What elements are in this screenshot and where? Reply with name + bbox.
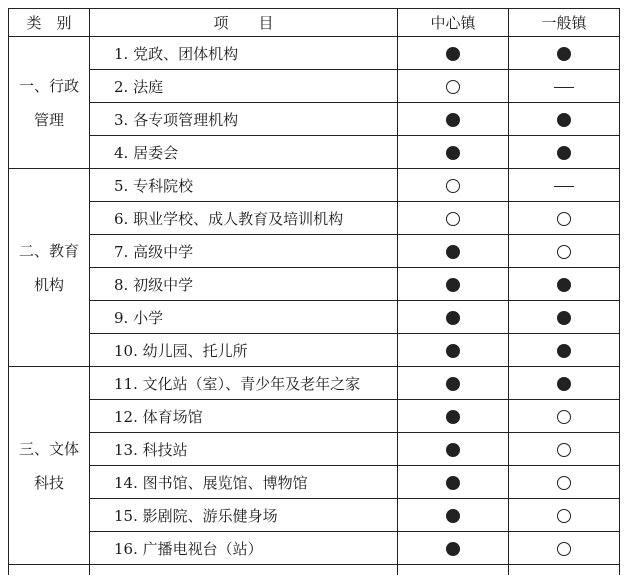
general-town-mark [509, 334, 620, 367]
general-town-mark [509, 400, 620, 433]
open-circle-icon [446, 212, 460, 226]
header-category: 类 别 [9, 9, 90, 37]
filled-circle-icon [557, 344, 571, 358]
item-label: 9. 小学 [90, 301, 398, 334]
filled-circle-icon [446, 443, 460, 457]
item-label: 12. 体育场馆 [90, 400, 398, 433]
open-circle-icon [557, 443, 571, 457]
dash-mark [554, 87, 574, 88]
table-row [9, 235, 620, 268]
general-town-mark [509, 70, 620, 103]
item-label: 6. 职业学校、成人教育及培训机构 [90, 202, 398, 235]
header-item: 项 目 [90, 9, 398, 37]
item-label: 14. 图书馆、展览馆、博物馆 [90, 466, 398, 499]
general-town-mark [509, 169, 620, 202]
header-general-town: 一般镇 [509, 9, 620, 37]
open-circle-icon [557, 245, 571, 259]
center-town-mark [398, 103, 509, 136]
open-circle-icon [557, 410, 571, 424]
center-town-mark [398, 37, 509, 70]
item-label: 11. 文化站（室）、青少年及老年之家 [90, 367, 398, 400]
header-row [9, 9, 620, 37]
center-town-mark [398, 466, 509, 499]
filled-circle-icon [446, 410, 460, 424]
category-cell [9, 37, 90, 169]
filled-circle-icon [446, 113, 460, 127]
open-circle-icon [446, 179, 460, 193]
filled-circle-icon [446, 377, 460, 391]
table-row [9, 334, 620, 367]
center-town-mark [398, 301, 509, 334]
filled-circle-icon [446, 278, 460, 292]
general-town-mark [509, 136, 620, 169]
header-center-town: 中心镇 [398, 9, 509, 37]
table-row [9, 37, 620, 70]
center-town-mark [398, 202, 509, 235]
item-label: 10. 幼儿园、托儿所 [90, 334, 398, 367]
category-label: 三、文体 [18, 439, 79, 458]
table-row [9, 301, 620, 334]
center-town-mark [398, 334, 509, 367]
center-town-mark [398, 400, 509, 433]
table-row [9, 433, 620, 466]
item-label: 16. 广播电视台（站） [90, 532, 398, 565]
item-label: 7. 高级中学 [90, 235, 398, 268]
dash-mark [554, 186, 574, 187]
open-circle-icon [446, 80, 460, 94]
filled-circle-icon [446, 146, 460, 160]
filled-circle-icon [446, 542, 460, 556]
category-cell [9, 169, 90, 367]
filled-circle-icon [446, 344, 460, 358]
table-row [9, 367, 620, 400]
center-town-mark [398, 433, 509, 466]
table-row [9, 169, 620, 202]
category-label: 机构 [33, 275, 64, 294]
category-cell [9, 367, 90, 565]
table-row [9, 103, 620, 136]
general-town-mark [509, 367, 620, 400]
filled-circle-icon [557, 146, 571, 160]
general-town-mark [509, 268, 620, 301]
filled-circle-icon [446, 476, 460, 490]
table-row [9, 400, 620, 433]
general-town-mark [509, 466, 620, 499]
table-row [9, 136, 620, 169]
filled-circle-icon [446, 509, 460, 523]
table-row [9, 499, 620, 532]
facility-table [8, 8, 620, 575]
center-town-mark [398, 268, 509, 301]
filled-circle-icon [446, 311, 460, 325]
open-circle-icon [557, 542, 571, 556]
general-town-mark [509, 103, 620, 136]
table-row [9, 532, 620, 565]
center-town-mark [398, 235, 509, 268]
center-town-mark [398, 499, 509, 532]
category-label: 二、教育 [18, 241, 79, 260]
table-row [9, 70, 620, 103]
center-town-mark [398, 532, 509, 565]
item-label: 15. 影剧院、游乐健身场 [90, 499, 398, 532]
center-town-mark [398, 70, 509, 103]
item-label: 3. 各专项管理机构 [90, 103, 398, 136]
general-town-mark [509, 235, 620, 268]
category-label: 科技 [33, 473, 64, 492]
table-body [9, 37, 620, 576]
open-circle-icon [557, 476, 571, 490]
general-town-mark [509, 301, 620, 334]
general-town-mark [509, 202, 620, 235]
filled-circle-icon [557, 113, 571, 127]
open-circle-icon [557, 509, 571, 523]
category-label: 一、行政 [18, 76, 79, 95]
category-label: 管理 [33, 110, 64, 129]
cut-off-row [9, 565, 620, 576]
item-label: 2. 法庭 [90, 70, 398, 103]
general-town-mark [509, 532, 620, 565]
center-town-mark [398, 169, 509, 202]
open-circle-icon [557, 212, 571, 226]
general-town-mark [509, 37, 620, 70]
filled-circle-icon [557, 377, 571, 391]
table-row [9, 202, 620, 235]
item-label: 5. 专科院校 [90, 169, 398, 202]
item-label: 4. 居委会 [90, 136, 398, 169]
filled-circle-icon [557, 47, 571, 61]
filled-circle-icon [446, 47, 460, 61]
filled-circle-icon [557, 278, 571, 292]
table-row [9, 466, 620, 499]
table-row [9, 268, 620, 301]
center-town-mark [398, 136, 509, 169]
item-label: 13. 科技站 [90, 433, 398, 466]
filled-circle-icon [557, 311, 571, 325]
general-town-mark [509, 433, 620, 466]
filled-circle-icon [446, 245, 460, 259]
item-label: 8. 初级中学 [90, 268, 398, 301]
general-town-mark [509, 499, 620, 532]
center-town-mark [398, 367, 509, 400]
item-label: 1. 党政、团体机构 [90, 37, 398, 70]
